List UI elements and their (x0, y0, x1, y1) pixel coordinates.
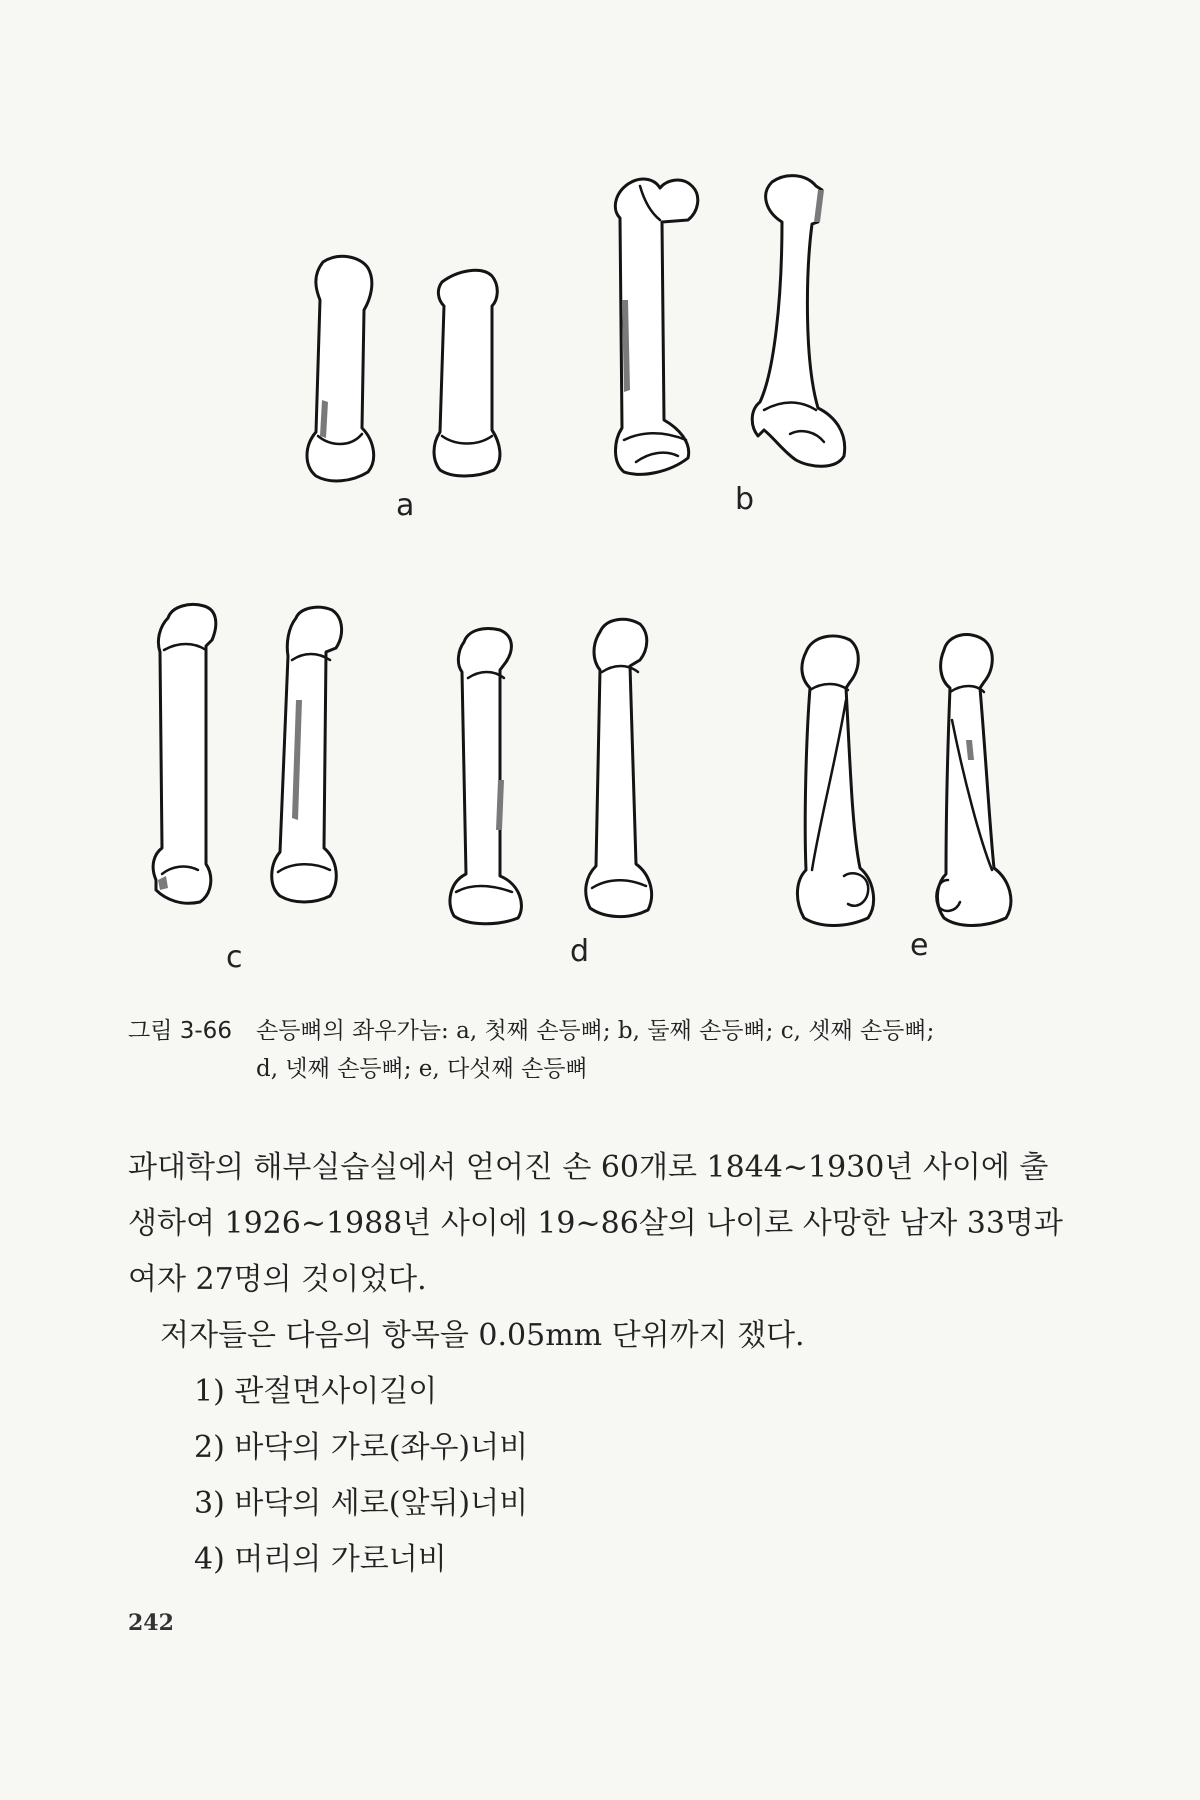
bone-e-right (936, 635, 1010, 926)
label-c: c (226, 940, 243, 975)
list-item: 2) 바닥의 가로(좌우)너비 (194, 1430, 529, 1465)
list-item: 3) 바닥의 세로(앞뒤)너비 (194, 1486, 529, 1521)
paragraph-1-line-2: 생하여 1926~1988년 사이에 19~86살의 나이로 사망한 남자 33명과 (128, 1206, 1063, 1241)
bone-b-right (752, 176, 844, 467)
caption-number: 그림 3-66 (128, 1018, 232, 1044)
paragraph-1-line-3: 여자 27명의 것이었다. (128, 1262, 427, 1297)
page-number: 242 (128, 1610, 174, 1636)
list-item: 4) 머리의 가로너비 (194, 1542, 447, 1577)
caption-line-1 (128, 1012, 1078, 1050)
body-text (128, 1140, 1068, 1588)
bone-b-left (615, 179, 697, 474)
bone-c-right (272, 607, 342, 902)
label-e: e (910, 928, 929, 963)
paragraph-2: 저자들은 다음의 항목을 0.05mm 단위까지 쟀다. (160, 1318, 805, 1353)
list-item: 1) 관절면사이길이 (194, 1374, 438, 1409)
paragraph-1-line-1: 과대학의 해부실습실에서 얻어진 손 60개로 1844~1930년 사이에 출 (128, 1150, 1049, 1185)
caption-text-1: 손등뼈의 좌우가늠: a, 첫째 손등뼈; b, 둘째 손등뼈; c, 셋째 손등뼈; (256, 1018, 935, 1044)
bone-e-left (797, 636, 873, 926)
label-d: d (570, 934, 590, 969)
measurement-list (128, 1364, 1068, 1588)
caption-line-2: d, 넷째 손등뼈; e, 다섯째 손등뼈 (256, 1056, 588, 1082)
label-b: b (735, 482, 755, 517)
bone-c-left (153, 605, 216, 904)
bone-a-left (307, 256, 374, 481)
bone-d-right (586, 619, 652, 916)
bone-d-left (450, 629, 521, 924)
bone-a-right (434, 270, 500, 476)
label-a: a (396, 488, 415, 523)
figure-caption (128, 1012, 1078, 1088)
